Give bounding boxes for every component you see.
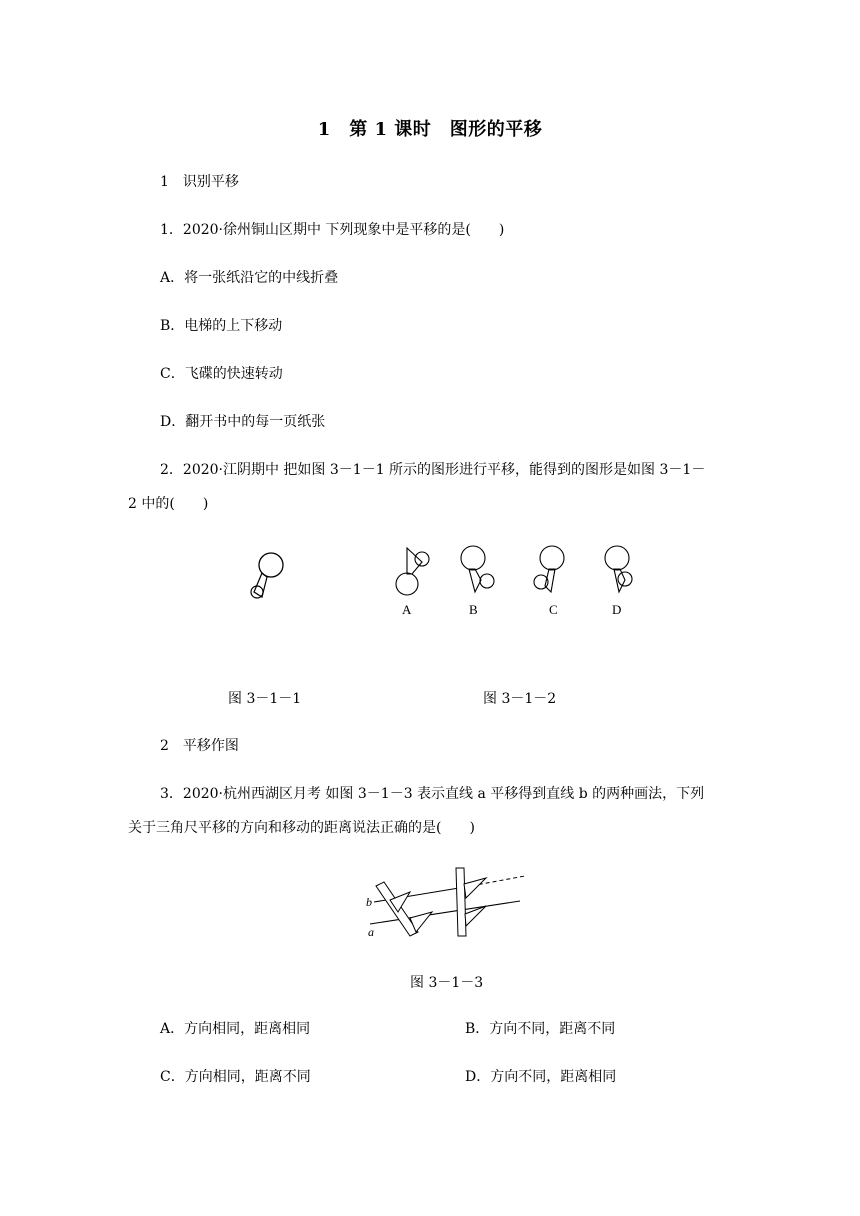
section-heading-2: 2 平移作图 bbox=[160, 738, 239, 754]
question-3-option-d: D．方向不同，距离相同 bbox=[465, 1069, 617, 1085]
question-3-option-b: B．方向不同，距离不同 bbox=[465, 1021, 616, 1037]
choice-c-shape bbox=[534, 546, 564, 592]
figure-3-1-2-caption: 图 3－1－2 bbox=[483, 691, 557, 707]
choice-b-shape bbox=[461, 546, 494, 592]
section-heading-1: 1 识别平移 bbox=[160, 174, 239, 190]
question-1-option-a: A．将一张纸沿它的中线折叠 bbox=[160, 270, 339, 286]
page-title: 1 第 1 课时 图形的平移 bbox=[317, 119, 543, 140]
question-3-option-c: C．方向相同，距离不同 bbox=[160, 1069, 311, 1085]
right-ruler bbox=[456, 868, 466, 936]
choice-d-shape bbox=[605, 546, 632, 592]
choice-label-b: B bbox=[469, 602, 478, 617]
figure-3-1-3 bbox=[360, 862, 530, 944]
figure-3-1-3-caption: 图 3－1－3 bbox=[410, 975, 484, 991]
line-label-a: a bbox=[368, 925, 374, 939]
question-2-stem-line1: 2．2020·江阴期中 把如图 3－1－1 所示的图形进行平移，能得到的图形是如图 3－1－ bbox=[160, 462, 706, 478]
small-circle-shape bbox=[251, 586, 263, 598]
question-3-stem-line2: 关于三角尺平移的方向和移动的距离说法正确的是( ) bbox=[128, 820, 475, 836]
line-label-b: b bbox=[366, 895, 372, 909]
figure-3-1-2 bbox=[385, 540, 645, 625]
choice-label-d: D bbox=[612, 602, 622, 617]
figure-3-1-1-caption: 图 3－1－1 bbox=[228, 691, 302, 707]
choice-label-c: C bbox=[549, 602, 558, 617]
question-1-stem: 1．2020·徐州铜山区期中 下列现象中是平移的是( ) bbox=[160, 222, 505, 238]
question-1-option-d: D．翻开书中的每一页纸张 bbox=[160, 414, 326, 430]
question-3-option-a: A．方向相同，距离相同 bbox=[160, 1021, 311, 1037]
figure-3-1-1 bbox=[240, 545, 300, 605]
right-set-square-upper bbox=[464, 878, 486, 898]
choice-a-shape bbox=[396, 548, 429, 595]
question-1-option-c: C．飞碟的快速转动 bbox=[160, 366, 283, 382]
question-3-stem-line1: 3．2020·杭州西湖区月考 如图 3－1－3 表示直线 a 平移得到直线 b 的两种画法，下列 bbox=[160, 786, 705, 802]
triangle-shape bbox=[254, 573, 267, 597]
choice-label-a: A bbox=[402, 602, 412, 617]
question-1-option-b: B．电梯的上下移动 bbox=[160, 318, 283, 334]
question-2-stem-line2: 2 中的( ) bbox=[128, 496, 209, 512]
